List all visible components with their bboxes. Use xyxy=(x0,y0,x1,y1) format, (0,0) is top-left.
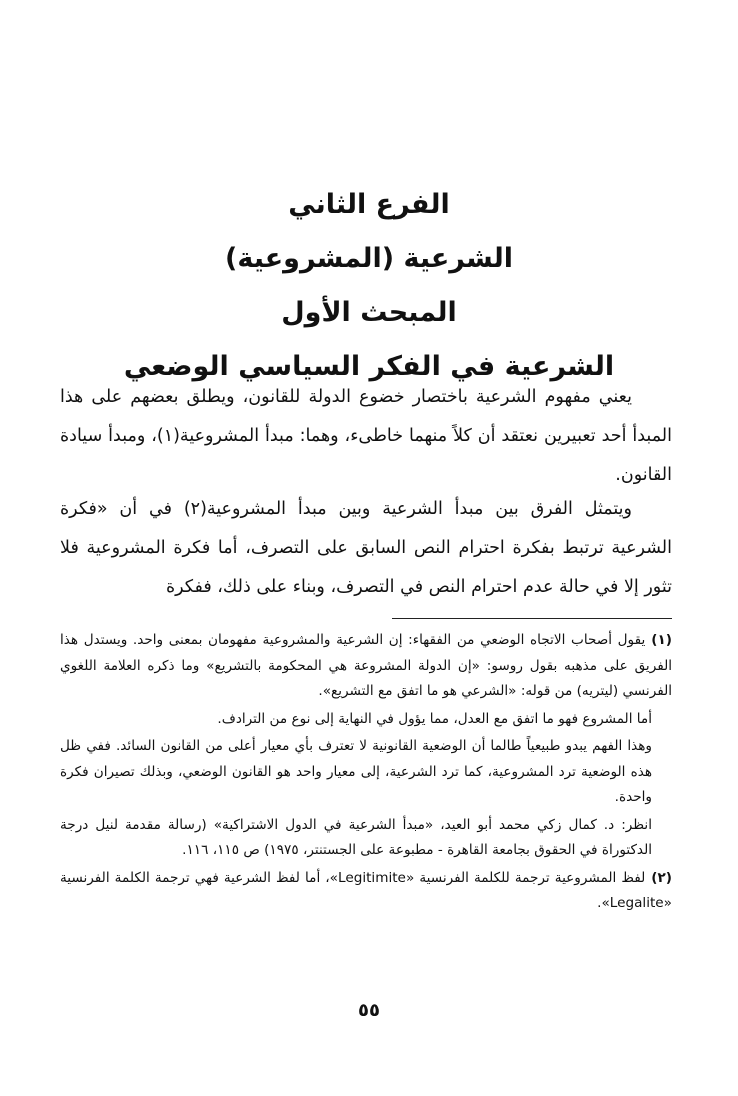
footnote-1-continued xyxy=(60,707,672,733)
footnote-number: (٢) xyxy=(651,869,672,886)
footnote-text: انظر: د. كمال زكي محمد أبو العيد، «مبدأ الشرعية في الدول الاشتراكية» (رسالة مقدمة لنيل درجة الدكتوراة في الحقوق بجامعة القاهرة - مطبوعة على الجستنتر، ١٩٧٥) ص ١١٥، ١١٦. xyxy=(60,816,652,858)
page-number: ٥٥ xyxy=(358,1000,380,1021)
footnote-divider xyxy=(392,618,672,619)
paragraph-text: يعني مفهوم الشرعية باختصار خضوع الدولة للقانون، ويطلق بعضهم على هذا المبدأ أحد تعبيرين نعتقد أن كلاً منهما خاطىء، وهما: مبدأ المشروعية(١)، ومبدأ سيادة القانون. xyxy=(60,387,672,485)
footnote-2 xyxy=(60,866,672,917)
footnote-1 xyxy=(60,628,672,705)
chapter-title: المبحث الأول xyxy=(281,297,457,328)
heading-block xyxy=(0,178,738,394)
body-paragraph-2 xyxy=(60,490,672,607)
footnote-text: لفظ المشروعية ترجمة للكلمة الفرنسية «Legitimite»، أما لفظ الشرعية فهي ترجمة الكلمة الفرنسية «Legalite». xyxy=(60,869,672,911)
footnote-text: أما المشروع فهو ما اتفق مع العدل، مما يؤول في النهاية إلى نوع من الترادف. xyxy=(217,710,652,727)
footnote-text: يقول أصحاب الاتجاه الوضعي من الفقهاء: إن الشرعية والمشروعية مفهومان بمعنى واحد. ويستدل هذا الفريق على مذهبه بقول روسو: «إن الدولة المشروعة هي المحكومة بالتشريع» وما ذكره العلامة اللغوي الفرنسي (ليتريه) من قوله: «الشرعي هو ما اتفق مع التشريع». xyxy=(60,632,672,699)
footnote-number: (١) xyxy=(651,632,672,648)
footnote-1-reference xyxy=(60,813,672,864)
paragraph-text: ويتمثل الفرق بين مبدأ الشرعية وبين مبدأ المشروعية(٢) في أن «فكرة الشرعية ترتبط بفكرة احترام النص السابق على التصرف، أما فكرة المشروعية فلا تثور إلا في حالة عدم احترام النص في التصرف، وبناء على ذلك، ففكرة xyxy=(60,499,672,597)
body-paragraph-1 xyxy=(60,378,672,495)
section-subtitle: الشرعية (المشروعية) xyxy=(225,243,513,274)
chapter-subtitle: الشرعية في الفكر السياسي الوضعي xyxy=(123,351,615,382)
footnotes xyxy=(60,628,672,919)
section-title: الفرع الثاني xyxy=(288,189,450,220)
footnote-text: وهذا الفهم يبدو طبيعياً طالما أن الوضعية القانونية لا تعترف بأي معيار أعلى من القانون السائد. ففي ظل هذه الوضعية ترد المشروعية، كما ترد الشرعية، إلى معيار واحد هو القانون الوضعي، وبذلك تصيران فكرة واحدة. xyxy=(60,738,652,805)
footnote-1-continued xyxy=(60,734,672,811)
